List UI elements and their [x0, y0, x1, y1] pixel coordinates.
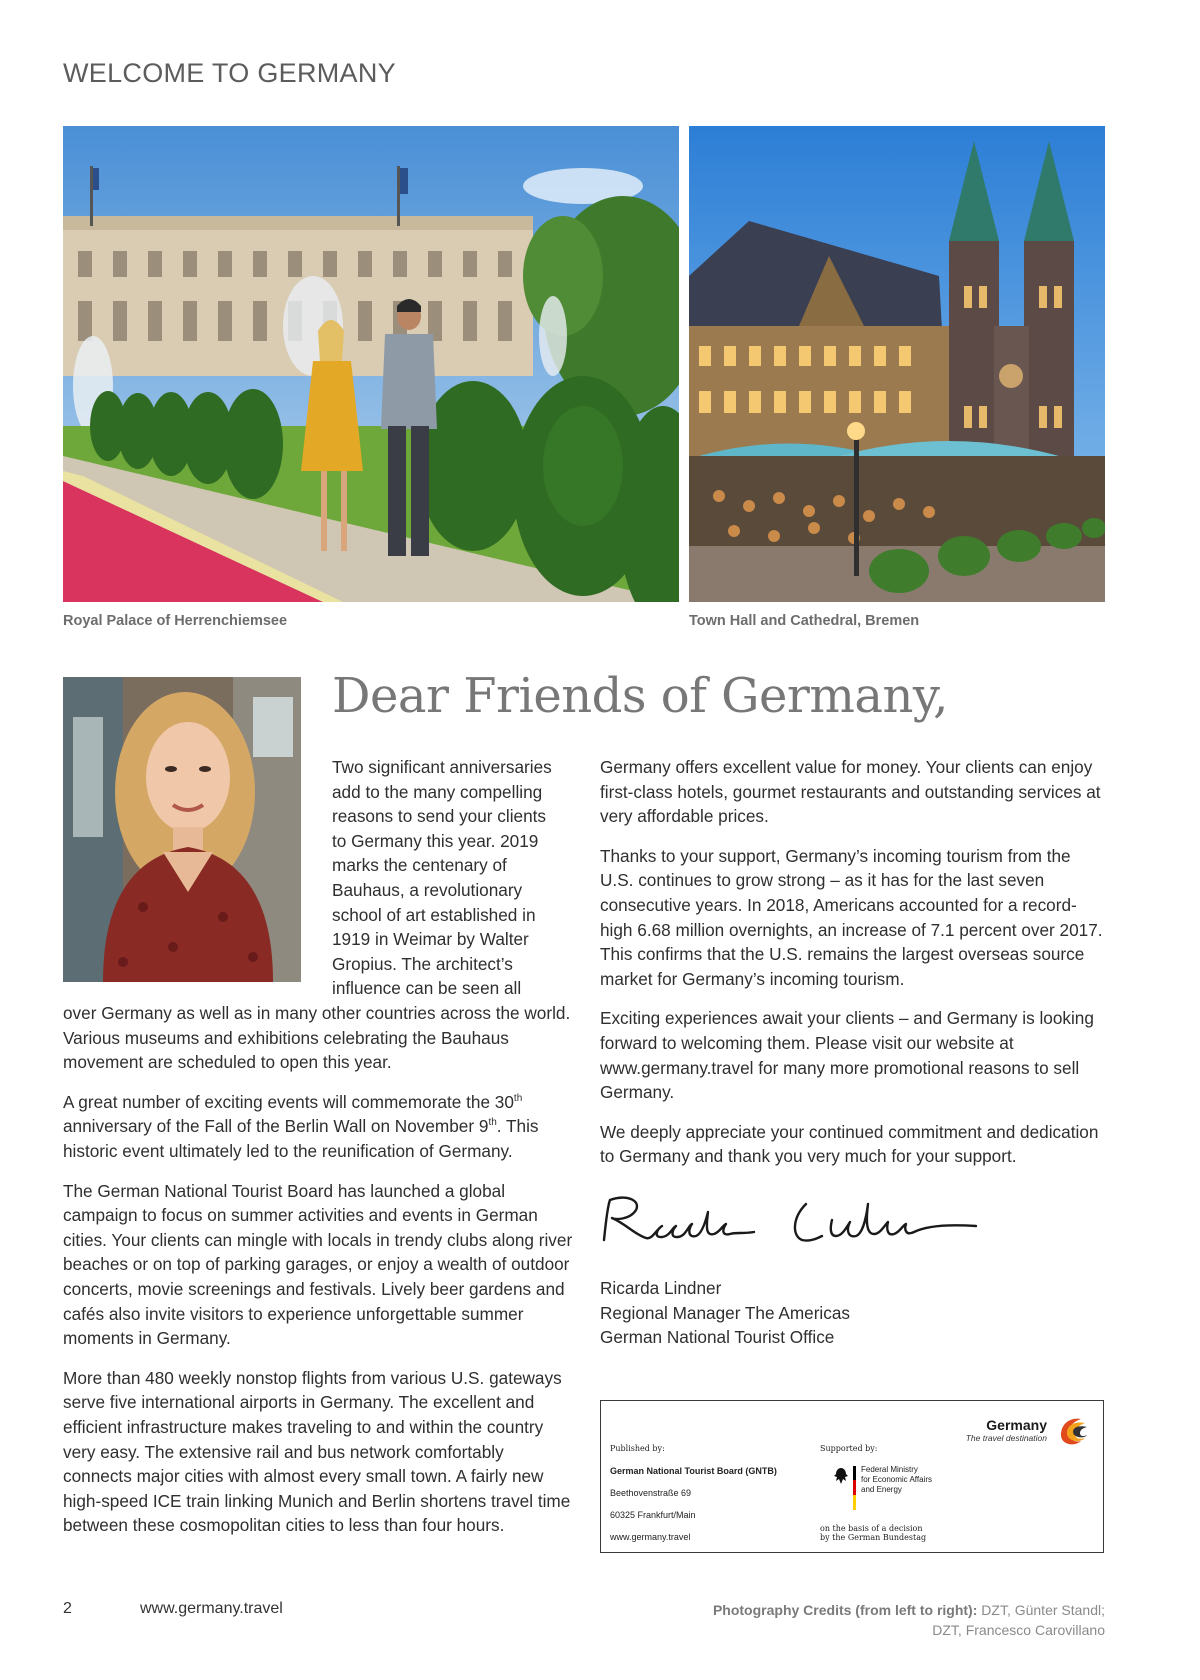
paragraph-thanks: We deeply appreciate your continued commitment and dedication to Germany and thank you very much for your support. [600, 1121, 1099, 1167]
text-line: Gropius. The architect’s [332, 953, 513, 974]
publisher-box [600, 1400, 1104, 1553]
signer-name: Ricarda Lindner [600, 1278, 722, 1298]
credits-line-2: DZT, Francesco Carovillano [932, 1622, 1105, 1638]
paragraph-bauhaus-rest: over Germany as well as in many other countries across the world. Various museums and exhibitions celebrating the Bauhaus movement are scheduled to open this year. [63, 1003, 571, 1073]
photo-royal-palace [63, 126, 679, 602]
text-line: add to the many compelling [332, 781, 543, 802]
published-by-label: Published by: [610, 1444, 665, 1453]
paragraph-flights: More than 480 weekly nonstop flights from various U.S. gateways serve five international airports in Germany. The excellent and efficient infrastructure makes traveling to and within the country very easy. The extensive rail and bus network comfortably connects major cities with almost every small town. A fairly new high-speed ICE train linking Munich and Berlin shortens travel time between these cosmopolitan cities to less than four hours. [63, 1367, 571, 1536]
publisher-org: German National Tourist Board (GNTB) [610, 1466, 777, 1476]
signature-block [600, 1276, 850, 1350]
publisher-street: Beethovenstraße 69 [610, 1488, 692, 1498]
germany-swirl-logo-icon [1055, 1413, 1091, 1449]
letter-intro-wrapped [332, 755, 572, 1001]
page-section-title: WELCOME TO GERMANY [63, 58, 396, 88]
publisher-city: 60325 Frankfurt/Main [610, 1510, 696, 1520]
germany-brand [966, 1418, 1047, 1443]
credits-line-1: DZT, Günter Standl; [977, 1602, 1105, 1618]
bundestag-note: on the basis of a decision by the German Bundestag [820, 1524, 927, 1542]
paragraph-berlin-wall: A great number of exciting events will commemorate the 30th anniversary of the Fall of the Berlin Wall on November 9th. This historic event ultimately led to the reunification of Germany. [63, 1091, 539, 1161]
brand-name: Germany [986, 1417, 1047, 1433]
paragraph-summer-campaign: The German National Tourist Board has launched a global campaign to focus on summer activities and events in German cities. Your clients can mingle with locals in trendy clubs along river beaches or on top of parking garages, or enjoy a wealth of outdoor concerts, movie screenings and festivals. Lively beer gardens and cafés also invite visitors to experience unforgettable summer moments in Germany. [63, 1180, 573, 1349]
publisher-url: www.germany.travel [610, 1532, 691, 1542]
paragraph-tourism-growth: Thanks to your support, Germany’s incoming tourism from the U.S. continues to grow strong – as it has for the last seven consecutive years. In 2018, Americans accounted for a record-high 6.68 million overnights, an increase of 7.1 percent over 2017. This confirms that the U.S. remains the largest overseas source market for Germany’s incoming tourism. [600, 845, 1103, 989]
text-line: Bauhaus, a revolutionary [332, 879, 523, 900]
portrait-photo [63, 677, 301, 982]
credits-label: Photography Credits (from left to right): [712, 1602, 978, 1618]
text-line: to Germany this year. 2019 [332, 830, 539, 851]
photo-caption-royal-palace: Royal Palace of Herrenchiemsee [63, 613, 288, 629]
page-number: 2 [63, 1600, 72, 1617]
text-line: influence can be seen all [332, 978, 522, 999]
signer-office: German National Tourist Office [600, 1327, 835, 1348]
text-line: reasons to send your clients [332, 806, 547, 827]
footer-website-link[interactable]: www.germany.travel [140, 1600, 283, 1617]
ministry-name: Federal Ministry for Economic Affairs and Energy [861, 1465, 932, 1494]
paragraph-website: Exciting experiences await your clients – and Germany is looking forward to welcoming them. Please visit our website at www.germany.travel for many more promotional reasons to sell Germany. [600, 1008, 1094, 1103]
federal-eagle-icon [833, 1466, 849, 1486]
text-line: marks the centenary of [332, 855, 507, 876]
german-flag-stripe [853, 1466, 856, 1510]
photo-caption-bremen: Town Hall and Cathedral, Bremen [689, 613, 920, 629]
letter-left-column [63, 1001, 573, 1553]
text-line: 1919 in Weimar by Walter [332, 929, 529, 950]
text-line: school of art established in [332, 904, 536, 925]
letter-headline: Dear Friends of Germany, [332, 668, 948, 724]
text-line: Two significant anniversaries [332, 757, 552, 777]
signer-title: Regional Manager The Americas [600, 1302, 850, 1323]
letter-right-column [600, 755, 1108, 1184]
photo-bremen-town-hall [689, 126, 1105, 602]
paragraph-value: Germany offers excellent value for money. Your clients can enjoy first-class hotels, gourmet restaurants and outstanding services at very affordable prices. [600, 757, 1101, 827]
handwritten-signature [596, 1190, 986, 1260]
photo-credits [713, 1600, 1105, 1640]
brand-tagline: The travel destination [965, 1433, 1047, 1443]
supported-by-label: Supported by: [820, 1444, 878, 1453]
